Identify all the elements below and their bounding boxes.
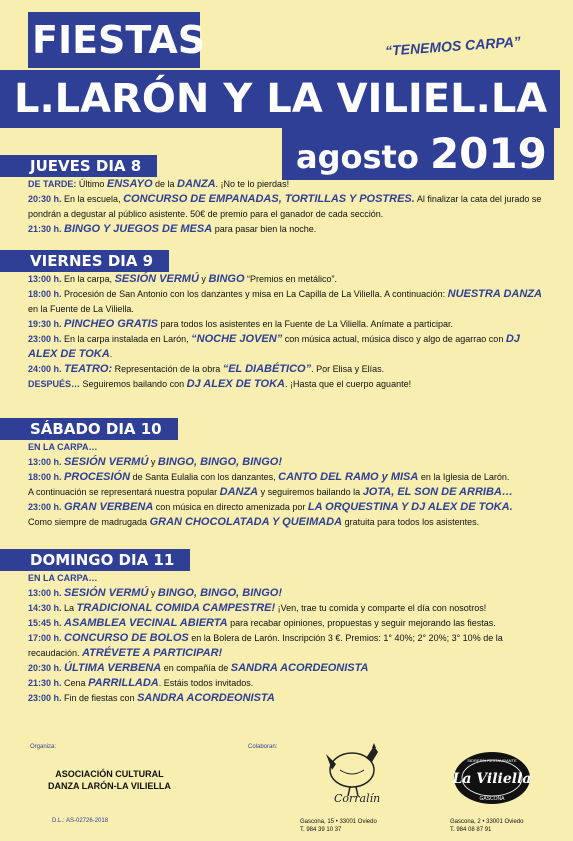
program-line [0,676,573,691]
footer [0,740,573,841]
body-text: y seguiremos bailando la [258,487,363,497]
colaboran-label: Colaboran: [248,744,278,750]
body-text: Procesión de San Antonio con los danzantes y misa en La Capilla de La Viliella. A continuación: [61,289,448,299]
sponsor1-address: Gascona, 15 • 33001 Oviedo [300,819,377,825]
highlight-text: PROCESIÓN [64,471,131,483]
organizer-line: ASOCIACIÓN CULTURAL [55,769,164,779]
day-section [0,418,573,530]
highlight-text: ÚLTIMA VERBENA [64,662,162,674]
body-text: . ¡No te lo pierdas! [215,179,290,189]
la-viliella-logo [450,750,534,806]
program-line [0,571,573,586]
body-text: Último [76,179,107,189]
program-line [0,616,573,631]
body-text: y [198,274,209,284]
sponsor2-contact [450,818,523,834]
body-text: para recabar opiniones, propuestas y seguir mejorando las fiestas. [227,618,496,628]
year: 2019 [429,129,547,178]
program-line [0,377,573,392]
body-text: Fin de fiestas con [61,693,138,703]
la-viliella-ring-bottom: GASCONA [479,796,505,802]
highlight-text: PINCHEO GRATIS [64,318,158,330]
highlight-text: TRADICIONAL COMIDA CAMPESTRE! [76,602,276,614]
hen-icon [326,743,378,796]
time-label: 20:30 h. [28,194,62,204]
day-heading: JUEVES DIA 8 [0,155,157,177]
time-label: EN LA CARPA… [28,573,98,583]
highlight-text: DJ ALEX DE TOKA [28,333,520,360]
body-text: gratuita para todos los asistentes. [342,517,480,527]
program-line [0,192,573,222]
highlight-text: SESIÓN VERMÚ [64,587,149,599]
body-text: y [148,457,158,467]
time-label: DESPUÉS… [28,379,81,389]
month: agosto [296,138,419,176]
tagline: “TENEMOS CARPA” [384,33,522,59]
program-line [0,691,573,706]
day-heading: VIERNES DIA 9 [0,250,169,272]
body-text: y [148,588,158,598]
body-text: En la carpa instalada en Larón, [61,334,192,344]
time-label: 13:00 h. [28,274,62,284]
time-label: 14:30 h. [28,603,62,613]
organiza-label: Organiza: [30,744,57,750]
organizer-line: DANZA LARÓN-LA VILIELLA [48,781,171,791]
body-text: A continuación se representará nuestra popular [28,487,220,497]
highlight-text: CONCURSO DE BOLOS [64,632,189,644]
time-label: 23:00 h. [28,334,62,344]
program-line [0,317,573,332]
body-text: Cena [61,678,89,688]
highlight-text: TEATRO: [64,363,113,375]
day-section [0,155,573,237]
highlight-text: PARRILLADA [88,677,159,689]
sponsor1-phone: T. 984 39 10 37 [300,827,342,833]
time-label: EN LA CARPA… [28,442,98,452]
body-text: . Estáis todos invitados. [158,678,254,688]
day-section [0,250,573,392]
highlight-text: LA ORQUESTINA Y DJ ALEX DE TOKA. [307,501,513,513]
sponsor2-address: Gascona, 2 • 33001 Oviedo [450,819,524,825]
body-text: La [61,603,77,613]
body-text: Seguiremos bailando con [80,379,187,389]
program-line [0,440,573,455]
highlight-text: DANZA [177,178,216,190]
time-label: 18:00 h. [28,472,62,482]
corralin-logo [322,740,392,808]
highlight-text: JOTA, EL SON DE ARRIBA… [362,486,513,498]
title-places: L.LARÓN Y LA VILIEL.LA [0,70,560,128]
time-label: 17:00 h. [28,633,62,643]
body-text: para todos los asistentes en la Fuente de La Viliella. Anímate a participar. [157,319,453,329]
program-line [0,332,573,362]
program-line [0,601,573,616]
time-label: 20:30 h. [28,663,62,673]
program-line [0,272,573,287]
highlight-text: SANDRA ACORDEONISTA [137,692,275,704]
program-line [0,500,573,515]
program-line [0,177,573,192]
time-label: 19:30 h. [28,319,62,329]
program-line [0,455,573,470]
day-section [0,549,573,706]
body-text: Representación de la obra [112,364,223,374]
time-label: 23:00 h. [28,693,62,703]
highlight-text: SESIÓN VERMÚ [114,273,199,285]
body-text: En la escuela, [61,194,124,204]
body-text: en la Fuente de La Viliella. [28,304,134,314]
corralin-name: Corralín [334,792,381,805]
time-label: DE TARDE: [28,179,77,189]
body-text: . [109,349,113,359]
la-viliella-ring-top: SIDRERÍA RESTAURANTE [467,758,517,763]
body-text: en la Bolera de Larón. Inscripción 3 €. Premios: 1° 40%; 2° 20%; 3° 10% de la recaudación. [28,633,503,658]
program-line [0,586,573,601]
highlight-text: CANTO DEL RAMO y MISA [278,471,419,483]
sponsor2-phone: T. 984 08 87 91 [450,827,492,833]
body-text: ¡Ven, trae tu comida y comparte el día con nosotros! [275,603,487,613]
body-text: “Premios en metálico”. [244,274,338,284]
organizer [48,768,171,792]
time-label: 21:30 h. [28,678,62,688]
highlight-text: SESIÓN VERMÚ [64,456,149,468]
highlight-text: GRAN VERBENA [64,501,154,513]
la-viliella-name: La Viliella [452,771,532,787]
time-label: 13:00 h. [28,457,62,467]
time-label: 23:00 h. [28,502,62,512]
body-text: en compañía de [161,663,231,673]
program-line [0,631,573,661]
body-text: para pasar bien la noche. [212,224,317,234]
highlight-text: BINGO, BINGO, BINGO! [157,587,282,599]
sponsor1-contact [300,818,377,834]
body-text: Como siempre de madrugada [28,517,150,527]
program-line [0,362,573,377]
highlight-text: “EL DIABÉTICO” [222,363,312,375]
body-text: . Por Elisa y Elías. [311,364,385,374]
time-label: 24:00 h. [28,364,62,374]
time-label: 21:30 h. [28,224,62,234]
body-text: en la Iglesia de Larón. [418,472,510,482]
body-text: de la [152,179,178,189]
program-line [0,470,573,485]
highlight-text: GRAN CHOCOLATADA Y QUEIMADA [149,516,343,528]
highlight-text: DJ ALEX DE TOKA [186,378,285,390]
body-text: de Santa Eulalia con los danzantes, [130,472,279,482]
program-line [0,661,573,676]
highlight-text: DANZA [219,486,259,498]
highlight-text: “NOCHE JOVEN” [191,333,283,345]
highlight-text: BINGO Y JUEGOS DE MESA [64,223,213,235]
time-label: 15:45 h. [28,618,62,628]
program-line [0,485,573,500]
highlight-text: SANDRA ACORDEONISTA [230,662,369,674]
body-text: con música en directo amenizada por [153,502,308,512]
highlight-text: NUESTRA DANZA [447,288,542,300]
highlight-text: CONCURSO DE EMPANADAS, TORTILLAS Y POSTRES. [123,193,415,205]
day-heading: DOMINGO DIA 11 [0,549,190,571]
body-text: Al finalizar la cata del jurado se pondrán a degustar al público asistente. 50€ de premio para el ganador de cada sección. [28,194,542,219]
highlight-text: BINGO [208,273,245,285]
body-text: con música actual, música disco y algo de agarrao con [282,334,506,344]
program-line [0,222,573,237]
title-fiestas: FIESTAS [28,12,200,68]
day-heading: SÁBADO DIA 10 [0,418,178,440]
body-text: En la carpa, [61,274,115,284]
program-line [0,287,573,317]
highlight-text: ATRÉVETE A PARTICIPAR! [82,647,223,659]
time-label: 13:00 h. [28,588,62,598]
highlight-text: ENSAYO [106,178,153,190]
time-label: 18:00 h. [28,289,62,299]
program-line [0,515,573,530]
legal-deposit: D.L.: AS-02726-2018 [52,818,109,824]
highlight-text: BINGO, BINGO, BINGO! [157,456,282,468]
body-text: . ¡Hasta que el cuerpo aguante! [285,379,412,389]
highlight-text: ASAMBLEA VECINAL ABIERTA [64,617,228,629]
